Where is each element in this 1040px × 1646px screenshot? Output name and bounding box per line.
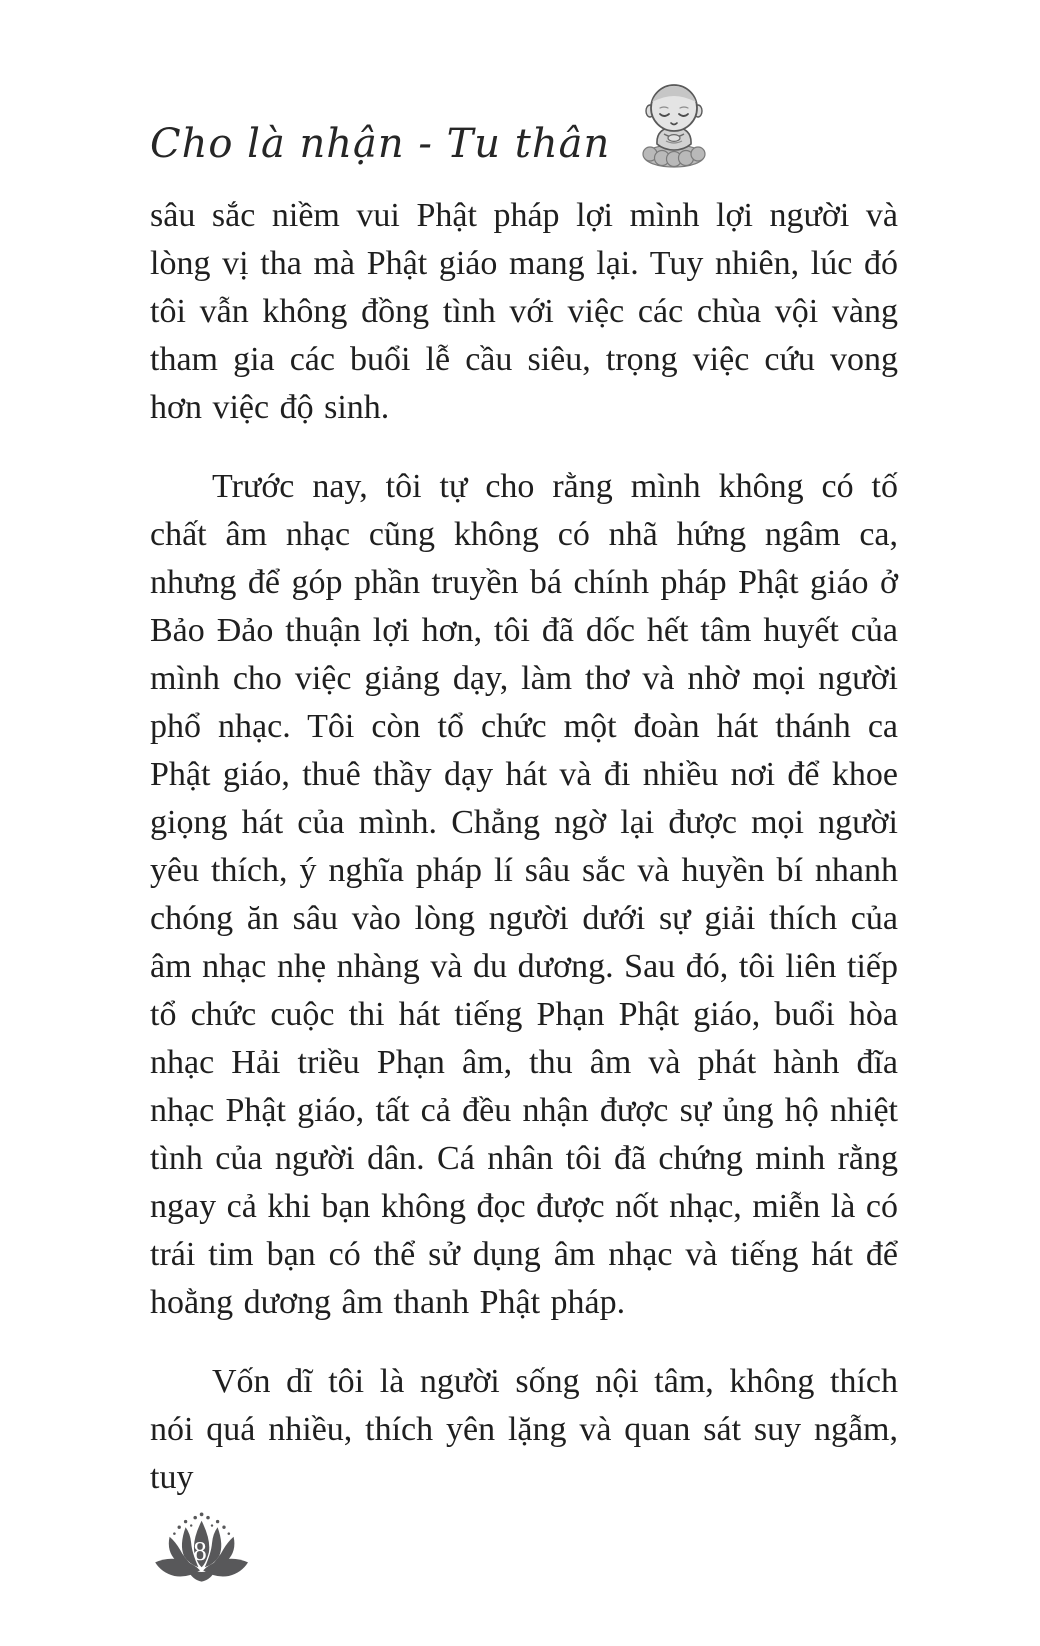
paragraph: Trước nay, tôi tự cho rằng mình không có tố chất âm nhạc cũng không có nhã hứng ngâm ca, nhưng để góp phần truyền bá chính pháp Phật giáo ở Bảo Đảo thuận lợi hơn, tôi đã dốc hết tâm huyết của mình cho việc giảng dạy, làm thơ và nhờ mọi người phổ nhạc. Tôi còn tổ chức một đoàn hát thánh ca Phật giáo, thuê thầy dạy hát và đi nhiều nơi để khoe giọng hát của mình. Chẳng ngờ lại được mọi người yêu thích, ý nghĩa pháp lí sâu sắc và huyền bí nhanh chóng ăn sâu vào lòng người dưới sự giải thích của âm nhạc nhẹ nhàng và du dương. Sau đó, tôi liên tiếp tổ chức cuộc thi hát tiếng Phạn Phật giáo, buổi hòa nhạc Hải triều Phạn âm, thu âm và phát hành đĩa nhạc Phật giáo, tất cả đều nhận được sự ủng hộ nhiệt tình của người dân. Cá nhân tôi đã chứng minh rằng ngay cả khi bạn không đọc được nốt nhạc, miễn là có trái tim bạn có thể sử dụng âm nhạc và tiếng hát để hoằng dương âm thanh Phật pháp. xyxy=(150,468,898,1321)
page-footer xyxy=(152,1502,248,1594)
running-header-title: Cho là nhận - Tu thân xyxy=(150,121,611,167)
page-body xyxy=(150,192,898,1502)
lotus-icon xyxy=(152,1502,248,1594)
running-header xyxy=(150,78,900,170)
paragraph: Vốn dĩ tôi là người sống nội tâm, không thích nói quá nhiều, thích yên lặng và quan sát suy ngẫm, tuy xyxy=(150,1363,898,1496)
meditating-monk-icon xyxy=(624,78,724,170)
page-number: 8 xyxy=(193,1536,207,1566)
paragraph: sâu sắc niềm vui Phật pháp lợi mình lợi người và lòng vị tha mà Phật giáo mang lại. Tuy nhiên, lúc đó tôi vẫn không đồng tình với việc các chùa vội vàng tham gia các buổi lễ cầu siêu, trọng việc cứu vong hơn việc độ sinh. xyxy=(150,197,898,426)
